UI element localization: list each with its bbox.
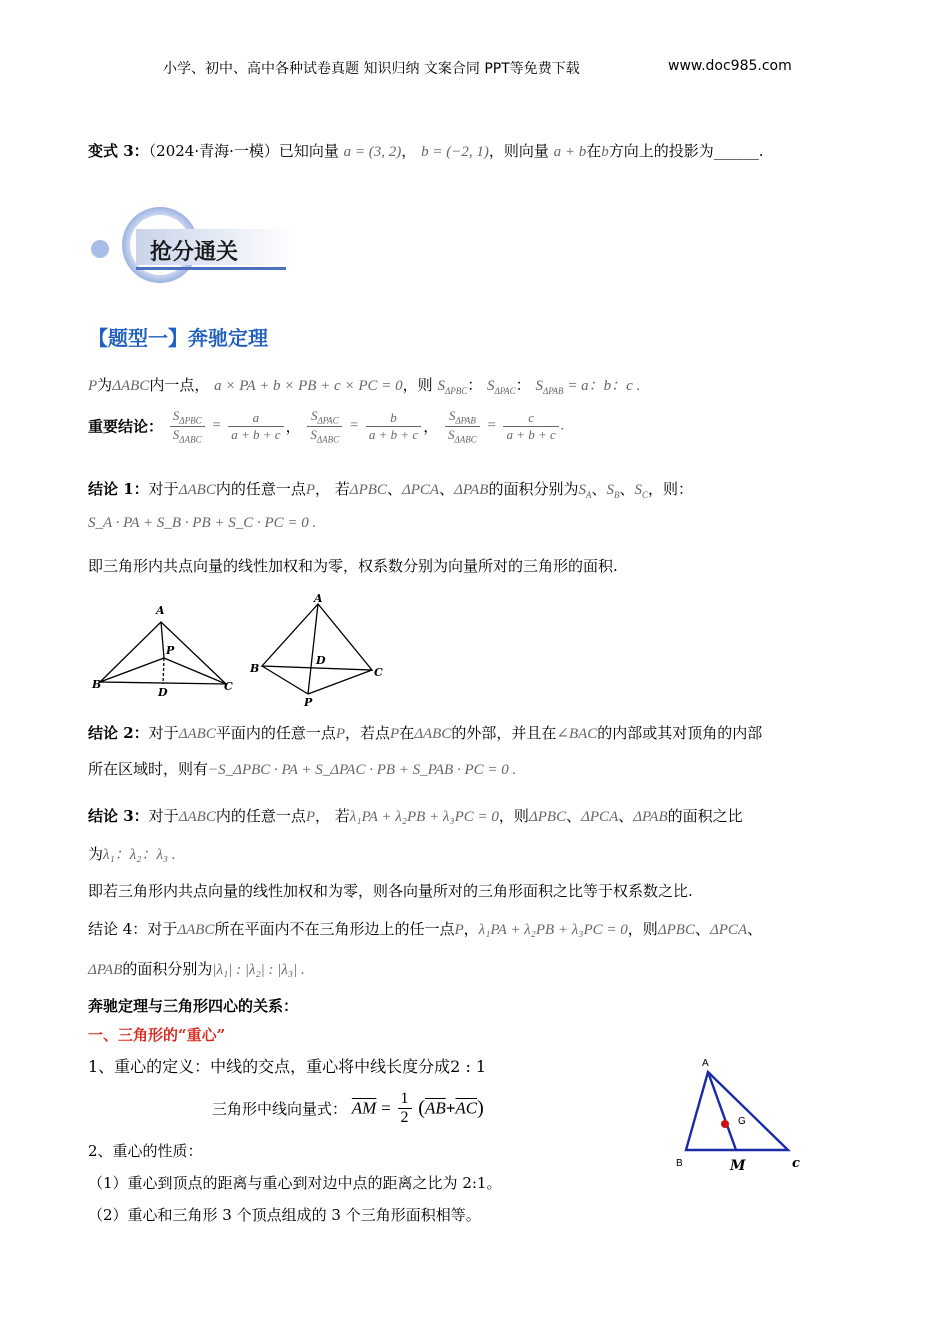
relation-title: 奔驰定理与三角形四心的关系： (88, 997, 299, 1015)
section-banner (88, 205, 298, 290)
important-conclusion: 重要结论： $\frac{S_{\Delta PBC}}{S_{\Delta ABC}}$ = $\frac{a}{a + b + c}$ ， $\frac{S_{\Delta PAC}}{S_{\Delta ABC}}$ = $\frac{b}{a + b + c}$ ， $\frac{S_{\Delta PAB}}{S_{\Delta ABC}}$ = $\frac{c}{a + b + c}$ . (88, 408, 565, 445)
conclusion-4-line-2: ΔPAB的面积分别为|λ₁| : |λ₂| : |λ₃| . (88, 960, 305, 978)
conclusion-4-line-1: 结论 4：对于ΔABC所在平面内不在三角形边上的任一点P，λ₁PA + λ₂PB + λ₃PC = 0，则ΔPBC、ΔPCA、 (88, 920, 763, 938)
variant-3-label: 变式 3： (88, 142, 149, 160)
figure-triangle-exterior: A B C P D (248, 590, 388, 715)
centroid-property-1: （1）重心到顶点的距离与重心到对边中点的距离之比为 2:1。 (88, 1174, 502, 1192)
centroid-title: 一、三角形的“重心” (88, 1026, 226, 1044)
centroid-property-2: （2）重心和三角形 3 个顶点组成的 3 个三角形面积相等。 (88, 1206, 481, 1224)
conclusion-1-equation: S_A · PA + S_B · PB + S_C · PC = 0 . (88, 515, 317, 531)
intro-line: P为ΔABC内一点， a × PA + b × PB + c × PC = 0，则 $S_{\Delta PBC}$： $S_{\Delta PAC}$： $S_{\Delta PAB} = a$：b：c . (88, 376, 641, 396)
conclusion-2-line-2: 所在区域时，则有−S_ΔPBC · PA + S_ΔPAC · PB + S_PAB · PC = 0 . (88, 760, 517, 778)
conclusion-3-line-2: 为λ₁：λ₂：λ₃ . (88, 845, 176, 863)
figure-triangle-interior: A B C P D (88, 600, 248, 700)
header-right[interactable]: www.doc985.com (668, 58, 792, 74)
conclusion-1-explain: 即三角形内共点向量的线性加权和为零，权系数分别为向量所对的三角形的面积. (88, 557, 618, 575)
conclusion-3-explain: 即若三角形内共点向量的线性加权和为零，则各向量所对的三角形面积之比等于权系数之比. (88, 882, 693, 900)
centroid-property-title: 2、重心的性质： (88, 1142, 203, 1160)
variant-3-line: 变式 3：（2024·青海·一模）已知向量 a = (3, 2)， b = (−2, 1)，则向量 a + b在b方向上的投影为______. (88, 142, 764, 160)
triangle-exterior-graphic (248, 590, 388, 715)
conclusion-1-line-1: 结论 1：对于ΔABC内的任意一点P， 若ΔPBC、ΔPCA、ΔPAB的面积分别为$S_A$、$S_B$、$S_C$，则： (88, 480, 694, 500)
conclusion-2-line-1: 结论 2：对于ΔABC平面内的任意一点P，若点P在ΔABC的外部，并且在∠BAC的内部或其对顶角的内部 (88, 724, 763, 742)
median-vector-formula: 三角形中线向量式： $\overline{AM}$ = $\frac{1}{2}$ $(\overline{AB}+\overline{AC})$ (212, 1090, 484, 1126)
banner-label: 抢分通关 (150, 240, 239, 265)
type1-title: 【题型一】奔驰定理 (88, 326, 268, 350)
conclusion-3-line-1: 结论 3：对于ΔABC内的任意一点P， 若λ₁PA + λ₂PB + λ₃PC = 0，则ΔPBC、ΔPCA、ΔPAB的面积之比 (88, 807, 743, 825)
centroid-definition: 1、重心的定义：中线的交点，重心将中线长度分成2 : 1 (88, 1057, 487, 1076)
figure-centroid-triangle: A B c G M (668, 1058, 818, 1178)
header-left: 小学、初中、高中各种试卷真题 知识归纳 文案合同 PPT等免费下载 (163, 61, 580, 77)
